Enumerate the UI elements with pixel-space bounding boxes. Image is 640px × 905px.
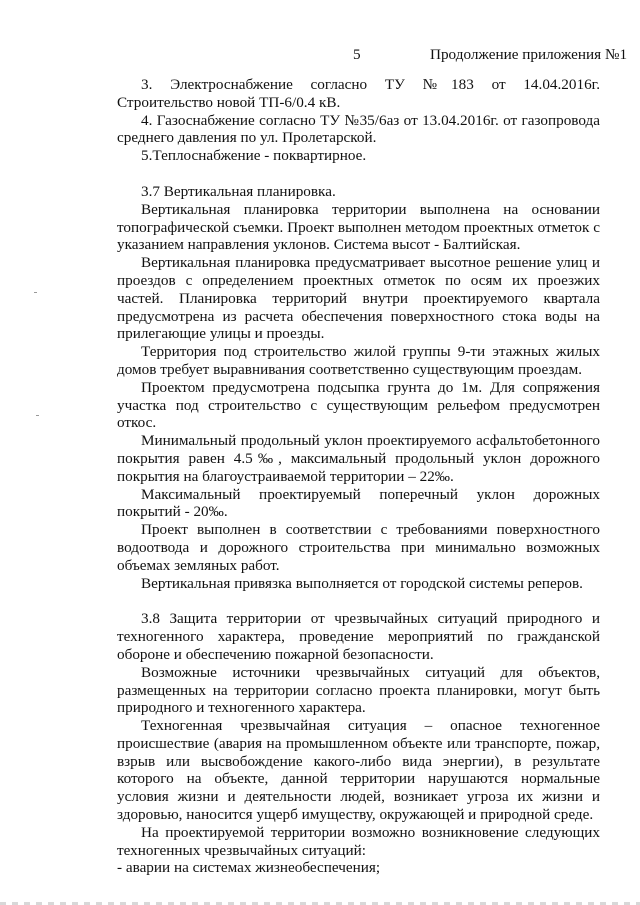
paragraph-electricity: 3. Электроснабжение согласно ТУ №183 от 14.04.2016г. Строительство новой ТП-6/0.4 кВ. (117, 76, 600, 111)
paragraph-gas: 4. Газоснабжение согласно ТУ №35/6аз от 13.04.2016г. от газопровода среднего давления по ул. Пролетарской. (117, 111, 600, 147)
paragraph-fill: Проектом предусмотрена подсыпка грунта до 1м. Для сопряжения участка под строительство с существующим рельефом предусмотрен откос. (117, 378, 600, 432)
paragraph-possible-emergencies: На проектируемой территории возможно возникновение следующих техногенных чрезвычайных ситуаций: (117, 823, 600, 859)
paragraph-benchmarks: Вертикальная привязка выполняется от городской системы реперов. (141, 574, 583, 592)
paragraph-longitudinal-slope: Минимальный продольный уклон проектируемого асфальтобетонного покрытия равен 4.5‰, максимальный продольный уклон дорожного покрытия на благоустраиваемой территории – 22‰. (117, 432, 600, 485)
paragraph-drainage: Проект выполнен в соответствии с требованиями поверхностного водоотвода и дорожного строительства при минимально возможных объемах земляных работ. (117, 521, 600, 574)
paragraph-heating: 5.Теплоснабжение - поквартирное. (141, 147, 367, 165)
section-heading-3-8: 3.8 Защита территории от чрезвычайных ситуаций природного и техногенного характера, проведение мероприятий по гражданской обороне и обеспечению пожарной безопасности. (117, 610, 600, 663)
document-body (117, 76, 600, 877)
paragraph-emergency-sources: Возможные источники чрезвычайных ситуаций для объектов, размещенных на территории согласно проекта планировки, могут быть природного и техногенного характера. (117, 663, 600, 717)
list-item-life-support-failure: - аварии на системах жизнеобеспечения; (117, 859, 381, 877)
paragraph-transverse-slope: Максимальный проектируемый поперечный уклон дорожных покрытий - 20‰. (117, 485, 600, 521)
paragraph-leveling: Территория под строительство жилой группы 9-ти этажных жилых домов требует выравнивания соответственно существующим проездам. (117, 343, 600, 378)
paragraph-vertical-basis: Вертикальная планировка территории выполнена на основании топографической съемки. Проект выполнен методом проектных отметок с указанием направления уклонов. Система высот - Балтийская. (117, 200, 600, 254)
scan-speck (34, 292, 37, 293)
page-number: 5 (353, 46, 361, 63)
paragraph-technogenic-definition: Техногенная чрезвычайная ситуация – опасное техногенное происшествие (авария на промышленном объекте или транспорте, пожар, взрыв или высвобождение какого-либо вида энергии), в результате которого на объекте, данной территории нарушаются нормальные условия жизни и деятельности людей, возникает угроза их жизни и здоровью, наносится ущерб имуществу, окружающей и природной среде. (117, 717, 600, 824)
section-heading-3-7: 3.7 Вертикальная планировка. (141, 182, 336, 200)
scan-speck (36, 415, 39, 416)
paragraph-vertical-solution: Вертикальная планировка предусматривает высотное решение улиц и проездов с определением проектных отметок по осям их проезжих частей. Планировка территорий внутри проектируемого квартала предусмотрена из расчета обеспечения поверхностного стока воды на прилегающие улицы и проезды. (117, 254, 600, 343)
appendix-header: Продолжение приложения №1 (430, 46, 628, 63)
